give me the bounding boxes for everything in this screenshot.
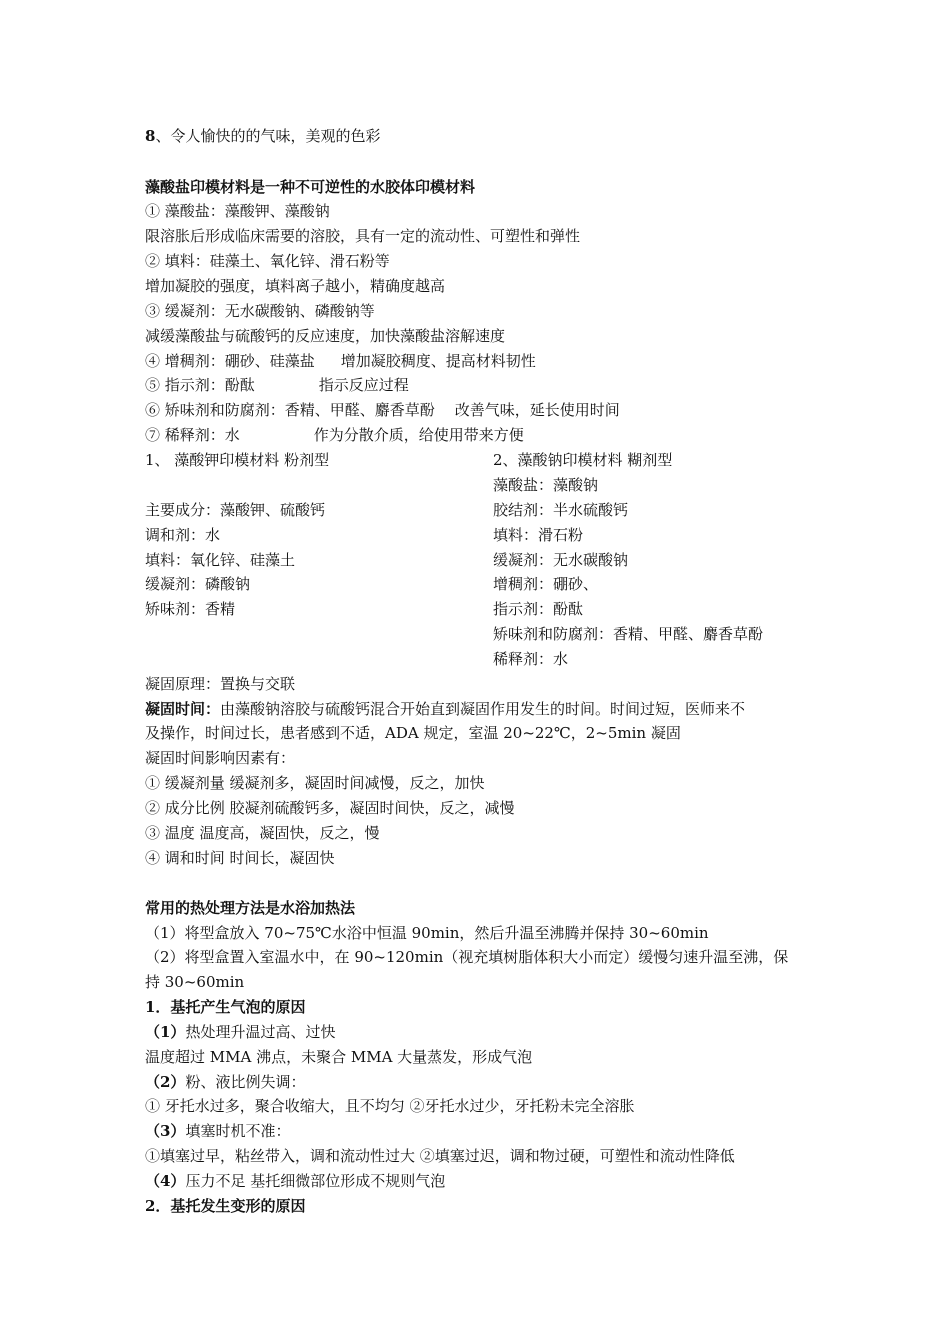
factors-title: 凝固时间影响因素有： <box>145 749 296 767</box>
left-column-item: 填料：氧化锌、硅藻土 <box>145 551 296 569</box>
bubble-cause-1-desc: 温度超过 MMA 沸点，未聚合 MMA 大量蒸发，形成气泡 <box>145 1048 533 1066</box>
right-column-item: 胶结剂：半水硫酸钙 <box>493 501 629 519</box>
component-7-desc: 作为分散介质，给使用带来方便 <box>313 426 524 444</box>
bubble-cause-3-desc: ①填塞过早，粘丝带入，调和流动性过大 ②填塞过迟，调和物过硬，可塑性和流动性降低 <box>145 1147 735 1165</box>
component-3: ③ 缓凝剂：无水碳酸钠、磷酸钠等 <box>145 302 375 320</box>
right-column-item: 稀释剂：水 <box>493 650 569 668</box>
item-number: 8 <box>145 127 156 145</box>
component-5-name: ⑤ 指示剂：酚酞 <box>145 376 255 394</box>
bubble-cause-4 <box>145 1171 445 1191</box>
cause-number: （3） <box>145 1122 186 1140</box>
component-7 <box>145 425 524 445</box>
cause-text: 热处理升温过高、过快 <box>185 1023 336 1041</box>
component-6-name: ⑥ 矫味剂和防腐剂：香精、甲醛、麝香草酚 <box>145 401 435 419</box>
right-column-item: 缓凝剂：无水碳酸钠 <box>493 551 629 569</box>
cause-text: 压力不足 基托细微部位形成不规则气泡 <box>185 1172 446 1190</box>
component-3-desc: 减缓藻酸盐与硫酸钙的反应速度，加快藻酸盐溶解速度 <box>145 327 506 345</box>
right-column-item: 填料：滑石粉 <box>493 526 584 544</box>
component-7-name: ⑦ 稀释剂：水 <box>145 426 240 444</box>
bubble-cause-1 <box>145 1022 335 1042</box>
right-column-item: 矫味剂和防腐剂：香精、甲醛、麝香草酚 <box>493 625 764 643</box>
setting-time-line-1 <box>145 699 745 719</box>
right-column-item: 藻酸盐：藻酸钠 <box>493 476 599 494</box>
component-4 <box>145 351 536 371</box>
component-4-name: ④ 增稠剂：硼砂、硅藻盐 <box>145 352 315 370</box>
component-1-desc: 限溶胀后形成临床需要的溶胶，具有一定的流动性、可塑性和弹性 <box>145 227 581 245</box>
component-4-desc: 增加凝胶稠度、提高材料韧性 <box>340 352 536 370</box>
factor-2: ② 成分比例 胶凝剂硫酸钙多，凝固时间快，反之，减慢 <box>145 799 515 817</box>
component-6-desc: 改善气味，延长使用时间 <box>454 401 620 419</box>
right-column-item: 指示剂：酚酞 <box>493 600 584 618</box>
bubble-cause-2-desc: ① 牙托水过多，聚合收缩大，且不均匀 ②牙托水过少，牙托粉未完全溶胀 <box>145 1097 635 1115</box>
cause-number: （2） <box>145 1073 186 1091</box>
component-2-desc: 增加凝胶的强度，填料离子越小，精确度越高 <box>145 277 446 295</box>
component-1: ① 藻酸盐：藻酸钾、藻酸钠 <box>145 202 330 220</box>
left-column-item: 缓凝剂：磷酸钠 <box>145 575 251 593</box>
deform-heading: 2．基托发生变形的原因 <box>145 1197 306 1215</box>
alginate-heading: 藻酸盐印模材料是一种不可逆性的水胶体印模材料 <box>145 178 476 196</box>
left-column-title: 1、 藻酸钾印模材料 粉剂型 <box>145 451 330 469</box>
setting-time-line-2: 及操作，时间过长，患者感到不适，ADA 规定，室温 20~22℃，2~5min 凝固 <box>145 724 681 742</box>
heat-method-2-line-2: 持 30~60min <box>145 973 245 991</box>
bubble-cause-2 <box>145 1072 305 1092</box>
cause-number: （1） <box>145 1023 186 1041</box>
setting-time-text: 由藻酸钠溶胶与硫酸钙混合开始直到凝固作用发生的时间。时间过短，医师来不 <box>220 700 746 718</box>
cause-number: （4） <box>145 1172 186 1190</box>
component-5-desc: 指示反应过程 <box>318 376 409 394</box>
setting-time-label: 凝固时间： <box>145 700 221 718</box>
bubbles-heading: 1．基托产生气泡的原因 <box>145 998 306 1016</box>
factor-3: ③ 温度 温度高，凝固快，反之，慢 <box>145 824 380 842</box>
left-column-item: 主要成分：藻酸钾、硫酸钙 <box>145 501 326 519</box>
component-2: ② 填料：硅藻土、氧化锌、滑石粉等 <box>145 252 390 270</box>
cause-text: 填塞时机不准： <box>185 1122 291 1140</box>
factor-4: ④ 调和时间 时间长，凝固快 <box>145 849 335 867</box>
factor-1: ① 缓凝剂量 缓凝剂多，凝固时间减慢，反之，加快 <box>145 774 485 792</box>
item-text: 、令人愉快的的气味，美观的色彩 <box>155 127 381 145</box>
left-column-item: 调和剂：水 <box>145 526 221 544</box>
heat-method-2-line-1: （2）将型盒置入室温水中，在 90~120min（视充填树脂体积大小而定）缓慢匀速升温至沸，保 <box>145 948 789 966</box>
heat-heading: 常用的热处理方法是水浴加热法 <box>145 899 356 917</box>
item-8-line <box>145 126 380 146</box>
heat-method-1: （1）将型盒放入 70~75℃水浴中恒温 90min，然后升温至沸腾并保持 30~60min <box>145 924 709 942</box>
cause-text: 粉、液比例失调： <box>185 1073 306 1091</box>
right-column-item: 增稠剂：硼砂、 <box>493 575 599 593</box>
right-column-title: 2、藻酸钠印模材料 糊剂型 <box>493 451 673 469</box>
left-column-item: 矫味剂：香精 <box>145 600 236 618</box>
component-6 <box>145 400 620 420</box>
setting-principle: 凝固原理：置换与交联 <box>145 675 296 693</box>
component-5 <box>145 375 409 395</box>
bubble-cause-3 <box>145 1121 290 1141</box>
